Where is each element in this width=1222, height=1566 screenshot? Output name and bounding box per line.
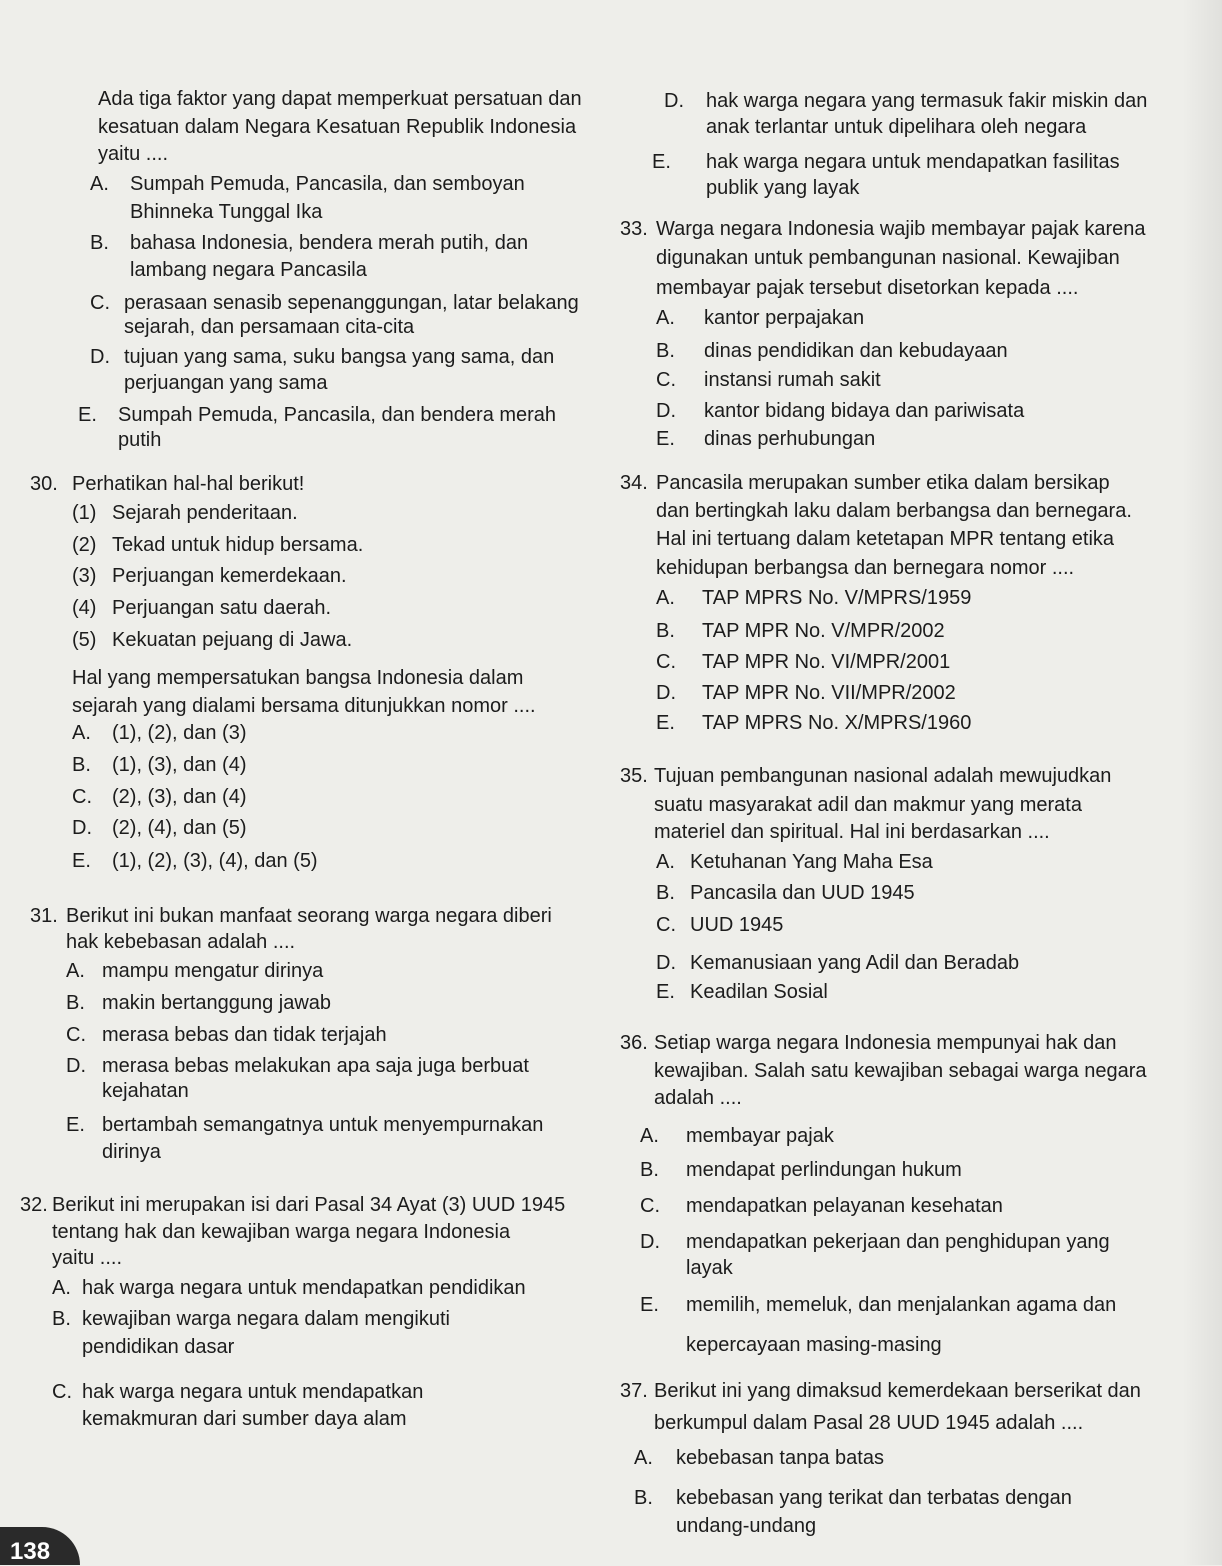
q33-option-e-text: dinas perhubungan (704, 428, 876, 450)
q33-stem: membayar pajak tersebut disetorkan kepada .... (656, 277, 1079, 299)
q29-option-d-text: perjuangan yang sama (124, 372, 328, 394)
q31-stem: hak kebebasan adalah .... (66, 931, 296, 953)
q35-option-d-label[interactable]: D. (656, 952, 676, 974)
q32-option-d-text: hak warga negara yang termasuk fakir miskin dan (706, 90, 1148, 112)
q35-option-a-text: Ketuhanan Yang Maha Esa (690, 851, 933, 873)
q30-question: Hal yang mempersatukan bangsa Indonesia dalam (72, 667, 524, 689)
q35-stem: materiel dan spiritual. Hal ini berdasarkan .... (654, 821, 1050, 843)
q36-option-d-text: mendapatkan pekerjaan dan penghidupan yang (686, 1231, 1110, 1253)
q34-number: 34. (620, 472, 648, 494)
q36-option-b-text: mendapat perlindungan hukum (686, 1159, 962, 1181)
q37-option-b-text: kebebasan yang terikat dan terbatas dengan (676, 1487, 1072, 1509)
q29-option-b-text: bahasa Indonesia, bendera merah putih, dan (130, 232, 529, 254)
q35-option-b-label[interactable]: B. (656, 882, 675, 904)
q36-stem: adalah .... (654, 1087, 742, 1109)
q30-item-label: (3) (72, 565, 97, 587)
q35-option-b-text: Pancasila dan UUD 1945 (690, 882, 915, 904)
q29-option-c-text: perasaan senasib sepenanggungan, latar belakang (124, 292, 579, 314)
q31-option-d-label[interactable]: D. (66, 1055, 86, 1077)
q31-option-a-text: mampu mengatur dirinya (102, 960, 324, 982)
q34-option-c-text: TAP MPR No. VI/MPR/2001 (702, 651, 951, 673)
q29-option-c-text: sejarah, dan persamaan cita-cita (124, 316, 415, 338)
q33-stem: digunakan untuk pembangunan nasional. Kewajiban (656, 247, 1120, 269)
q30-item-label: (1) (72, 502, 97, 524)
q32-option-b-text: pendidikan dasar (82, 1336, 235, 1358)
q34-option-a-text: TAP MPRS No. V/MPRS/1959 (702, 587, 972, 609)
q36-option-c-label[interactable]: C. (640, 1195, 660, 1217)
q31-option-c-text: merasa bebas dan tidak terjajah (102, 1024, 387, 1046)
q36-option-b-label[interactable]: B. (640, 1159, 659, 1181)
q33-number: 33. (620, 218, 648, 240)
q29-option-d-label[interactable]: D. (90, 346, 110, 368)
q29-option-a-label[interactable]: A. (90, 173, 109, 195)
q36-option-a-text: membayar pajak (686, 1125, 834, 1147)
q33-option-e-label[interactable]: E. (656, 428, 675, 450)
q30-option-b-label[interactable]: B. (72, 754, 91, 776)
q35-number: 35. (620, 765, 648, 787)
q32-option-c-label[interactable]: C. (52, 1381, 72, 1403)
q30-item-text: Perjuangan satu daerah. (112, 597, 332, 619)
q35-option-c-text: UUD 1945 (690, 914, 784, 936)
q31-option-a-label[interactable]: A. (66, 960, 85, 982)
q30-item-text: Kekuatan pejuang di Jawa. (112, 629, 353, 651)
q30-item-text: Tekad untuk hidup bersama. (112, 534, 364, 556)
q29-option-e-text: Sumpah Pemuda, Pancasila, dan bendera merah (118, 404, 557, 426)
q31-stem: Berikut ini bukan manfaat seorang warga negara diberi (66, 905, 552, 927)
q29-option-c-label[interactable]: C. (90, 292, 110, 314)
q32-option-c-text: kemakmuran dari sumber daya alam (82, 1408, 407, 1430)
q34-option-d-label[interactable]: D. (656, 682, 676, 704)
q29-option-e-label[interactable]: E. (78, 404, 97, 426)
q34-stem: Hal ini tertuang dalam ketetapan MPR tentang etika (656, 528, 1115, 550)
q30-option-e-text: (1), (2), (3), (4), dan (5) (112, 850, 318, 872)
q36-option-a-label[interactable]: A. (640, 1125, 659, 1147)
q30-item-label: (4) (72, 597, 97, 619)
q34-option-e-label[interactable]: E. (656, 712, 675, 734)
q32-option-d-label[interactable]: D. (664, 90, 684, 112)
q37-stem: Berikut ini yang dimaksud kemerdekaan berserikat dan (654, 1380, 1141, 1402)
q29-option-a-text: Sumpah Pemuda, Pancasila, dan semboyan (130, 173, 525, 195)
q37-option-a-text: kebebasan tanpa batas (676, 1447, 884, 1469)
q29-stem-line: yaitu .... (98, 143, 169, 165)
q30-option-a-label[interactable]: A. (72, 722, 91, 744)
q33-option-b-label[interactable]: B. (656, 340, 675, 362)
q33-option-a-label[interactable]: A. (656, 307, 675, 329)
q32-number: 32. (20, 1194, 48, 1216)
q34-stem: dan bertingkah laku dalam berbangsa dan bernegara. (656, 500, 1132, 522)
q29-option-b-text: lambang negara Pancasila (130, 259, 367, 281)
q37-option-b-text: undang-undang (676, 1515, 817, 1537)
q29-stem-line: Ada tiga faktor yang dapat memperkuat persatuan dan (98, 88, 582, 110)
q33-option-d-label[interactable]: D. (656, 400, 676, 422)
page-edge-shadow (1182, 0, 1222, 1565)
q30-option-b-text: (1), (3), dan (4) (112, 754, 247, 776)
q34-option-c-label[interactable]: C. (656, 651, 676, 673)
q30-option-e-label[interactable]: E. (72, 850, 91, 872)
q34-option-e-text: TAP MPRS No. X/MPRS/1960 (702, 712, 972, 734)
q30-item-text: Perjuangan kemerdekaan. (112, 565, 347, 587)
q32-option-e-label[interactable]: E. (652, 151, 671, 173)
q35-option-e-text: Keadilan Sosial (690, 981, 828, 1003)
q32-option-a-text: hak warga negara untuk mendapatkan pendidikan (82, 1277, 526, 1299)
q37-stem: berkumpul dalam Pasal 28 UUD 1945 adalah .... (654, 1412, 1084, 1434)
q33-option-c-text: instansi rumah sakit (704, 369, 881, 391)
q37-option-a-label[interactable]: A. (634, 1447, 653, 1469)
q32-stem: yaitu .... (52, 1247, 123, 1269)
page-number: 138 (10, 1538, 51, 1565)
q35-stem: suatu masyarakat adil dan makmur yang merata (654, 794, 1082, 816)
q32-stem: Berikut ini merupakan isi dari Pasal 34 Ayat (3) UUD 1945 (52, 1194, 566, 1216)
q34-option-a-label[interactable]: A. (656, 587, 675, 609)
q29-option-e-text: putih (118, 429, 162, 451)
q34-stem: kehidupan berbangsa dan bernegara nomor .... (656, 557, 1075, 579)
q34-option-b-text: TAP MPR No. V/MPR/2002 (702, 620, 945, 642)
q32-option-d-text: anak terlantar untuk dipelihara oleh negara (706, 116, 1087, 138)
q35-option-a-label[interactable]: A. (656, 851, 675, 873)
q32-option-e-text: publik yang layak (706, 177, 860, 199)
q36-option-c-text: mendapatkan pelayanan kesehatan (686, 1195, 1003, 1217)
q34-option-d-text: TAP MPR No. VII/MPR/2002 (702, 682, 956, 704)
q31-option-b-text: makin bertanggung jawab (102, 992, 332, 1014)
q32-option-a-label[interactable]: A. (52, 1277, 71, 1299)
q31-option-d-text: merasa bebas melakukan apa saja juga berbuat (102, 1055, 529, 1077)
q35-option-e-label[interactable]: E. (656, 981, 675, 1003)
q36-number: 36. (620, 1032, 648, 1054)
q36-option-e-text: kepercayaan masing-masing (686, 1334, 942, 1356)
q33-option-b-text: dinas pendidikan dan kebudayaan (704, 340, 1008, 362)
q29-stem-line: kesatuan dalam Negara Kesatuan Republik Indonesia (98, 116, 577, 138)
q34-option-b-label[interactable]: B. (656, 620, 675, 642)
q31-option-d-text: kejahatan (102, 1080, 189, 1102)
q36-option-e-text: memilih, memeluk, dan menjalankan agama dan (686, 1294, 1117, 1316)
q30-stem: Perhatikan hal-hal berikut! (72, 473, 305, 495)
q36-option-d-text: layak (686, 1257, 733, 1279)
q36-stem: Setiap warga negara Indonesia mempunyai hak dan (654, 1032, 1117, 1054)
q30-number: 30. (30, 473, 58, 495)
q32-option-b-text: kewajiban warga negara dalam mengikuti (82, 1308, 450, 1330)
q35-option-d-text: Kemanusiaan yang Adil dan Beradab (690, 952, 1020, 974)
q30-option-d-label[interactable]: D. (72, 817, 92, 839)
q37-number: 37. (620, 1380, 648, 1402)
q33-option-d-text: kantor bidang bidaya dan pariwisata (704, 400, 1025, 422)
q31-option-e-text: bertambah semangatnya untuk menyempurnakan (102, 1114, 544, 1136)
q29-option-d-text: tujuan yang sama, suku bangsa yang sama, dan (124, 346, 555, 368)
q32-option-b-label[interactable]: B. (52, 1308, 71, 1330)
q30-option-c-text: (2), (3), dan (4) (112, 786, 247, 808)
q37-option-b-label[interactable]: B. (634, 1487, 653, 1509)
q35-option-c-label[interactable]: C. (656, 914, 676, 936)
q36-option-d-label[interactable]: D. (640, 1231, 660, 1253)
q31-option-b-label[interactable]: B. (66, 992, 85, 1014)
q36-stem: kewajiban. Salah satu kewajiban sebagai warga negara (654, 1060, 1147, 1082)
q31-option-e-text: dirinya (102, 1141, 161, 1163)
q33-stem: Warga negara Indonesia wajib membayar pajak karena (656, 218, 1146, 240)
q31-option-e-label[interactable]: E. (66, 1114, 85, 1136)
q29-option-b-label[interactable]: B. (90, 232, 109, 254)
q31-option-c-label[interactable]: C. (66, 1024, 86, 1046)
q31-number: 31. (30, 905, 58, 927)
q34-stem: Pancasila merupakan sumber etika dalam bersikap (656, 472, 1110, 494)
q30-item-text: Sejarah penderitaan. (112, 502, 298, 524)
q33-option-a-text: kantor perpajakan (704, 307, 865, 329)
q33-option-c-label[interactable]: C. (656, 369, 676, 391)
q36-option-e-label[interactable]: E. (640, 1294, 659, 1316)
q30-question: sejarah yang dialami bersama ditunjukkan nomor .... (72, 695, 536, 717)
q30-item-label: (2) (72, 534, 97, 556)
q32-option-e-text: hak warga negara untuk mendapatkan fasilitas (706, 151, 1120, 173)
q30-option-c-label[interactable]: C. (72, 786, 92, 808)
q32-option-c-text: hak warga negara untuk mendapatkan (82, 1381, 424, 1403)
q30-option-d-text: (2), (4), dan (5) (112, 817, 247, 839)
q35-stem: Tujuan pembangunan nasional adalah mewujudkan (654, 765, 1112, 787)
q32-stem: tentang hak dan kewajiban warga negara Indonesia (52, 1221, 511, 1243)
q30-item-label: (5) (72, 629, 97, 651)
q30-option-a-text: (1), (2), dan (3) (112, 722, 247, 744)
q29-option-a-text: Bhinneka Tunggal Ika (130, 201, 323, 223)
